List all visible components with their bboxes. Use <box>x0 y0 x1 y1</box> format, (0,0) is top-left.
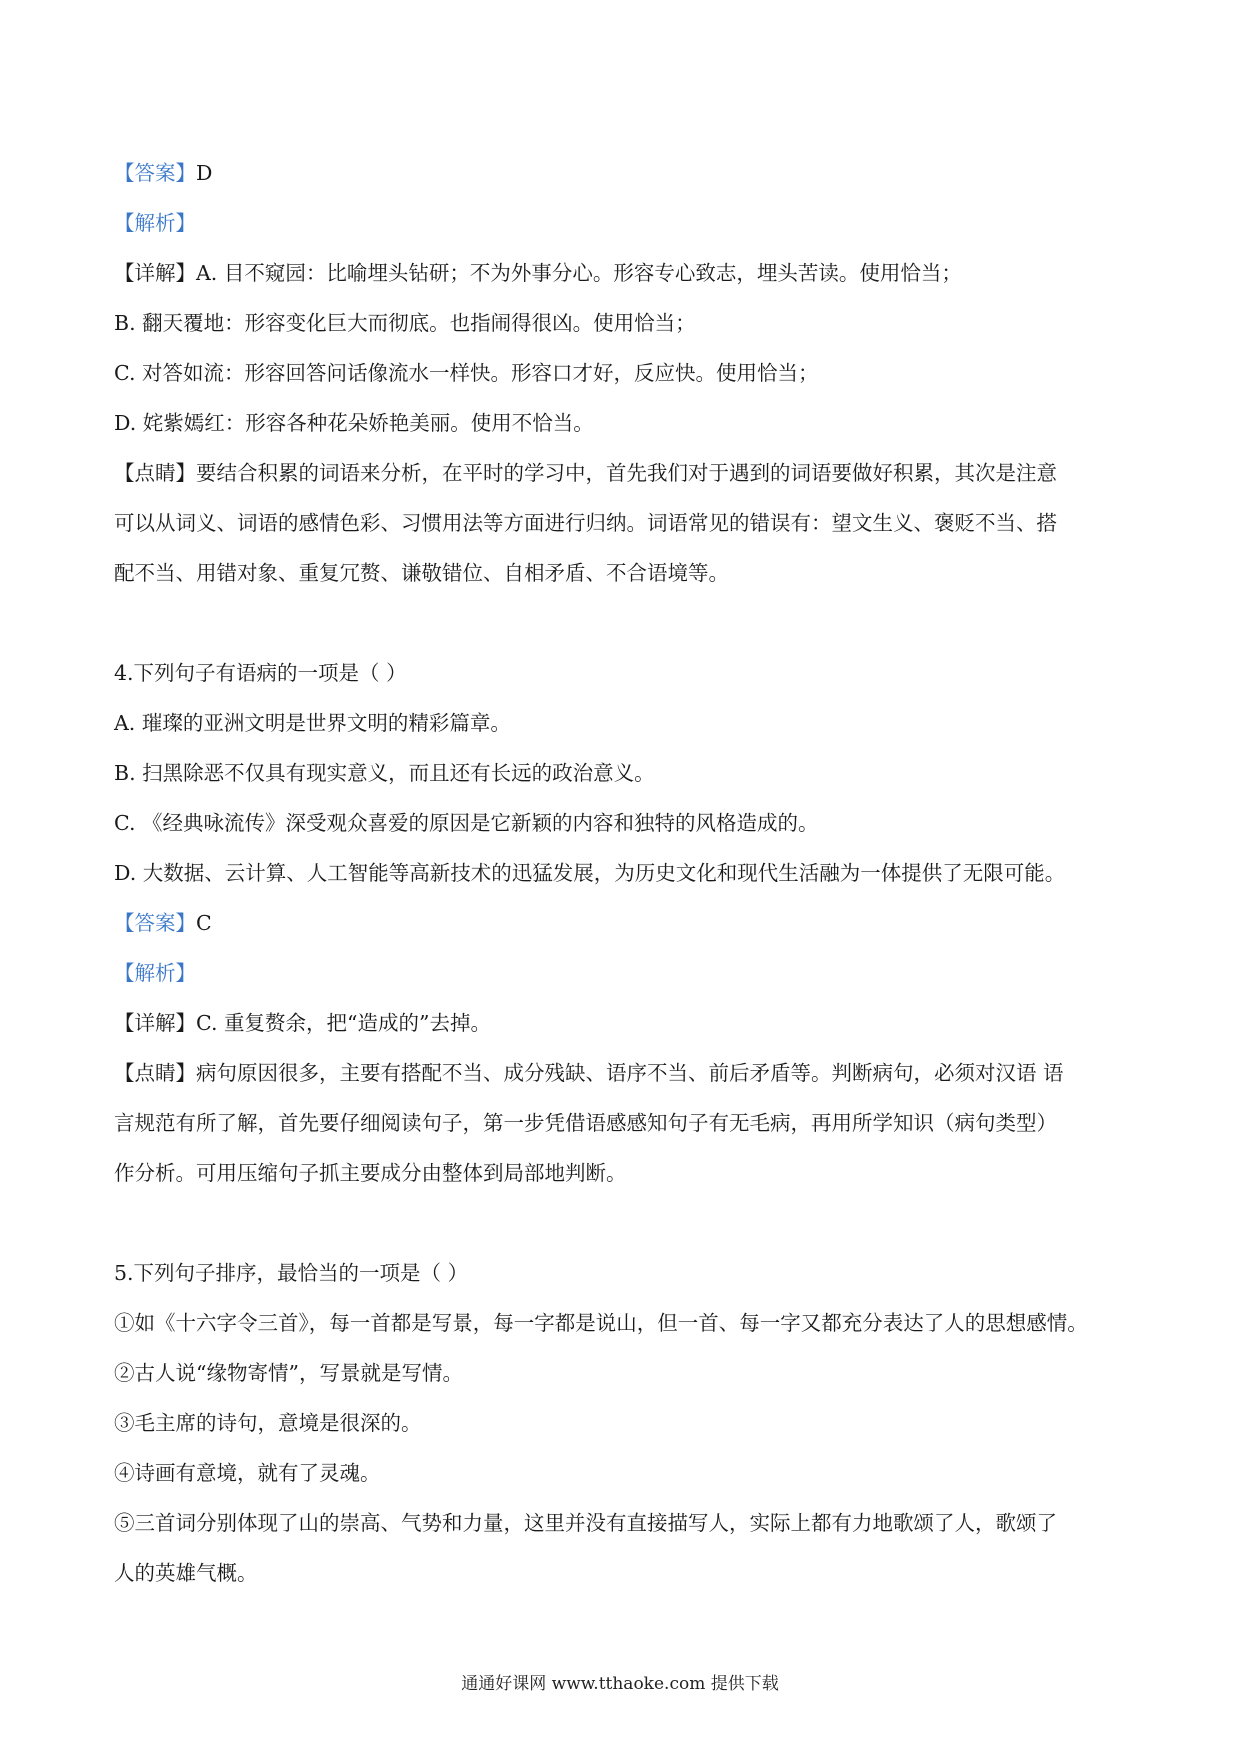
q4-option-a <box>114 708 1134 738</box>
detail-text: D. 姹紫嫣红：形容各种花朵娇艳美丽。使用不恰当。 <box>114 411 594 435</box>
q3-comment-line-3 <box>114 558 1134 588</box>
q5-sentence-2 <box>114 1358 1134 1388</box>
q4-comment-line-3 <box>114 1158 1134 1188</box>
detail-text: C. 重复赘余，把“造成的”去掉。 <box>196 1011 491 1035</box>
q3-detail-line-2 <box>114 308 1134 338</box>
q5-sentence-5-cont <box>114 1558 1134 1588</box>
q5-sentence-3 <box>114 1408 1134 1438</box>
detail-text: C. 对答如流：形容回答问话像流水一样快。形容口才好，反应快。使用恰当； <box>114 361 819 385</box>
detail-tag: 【详解】 <box>114 1011 196 1035</box>
q3-comment-line-1 <box>114 458 1134 488</box>
page-footer: 通通好课网 www.tthaoke.com 提供下载 <box>461 1674 779 1694</box>
comment-text: 言规范有所了解，首先要仔细阅读句子，第一步凭借语感感知句子有无毛病，再用所学知识（病句类型） <box>114 1111 1057 1135</box>
sentence-text: ④诗画有意境，就有了灵魂。 <box>114 1461 381 1485</box>
comment-text: 病句原因很多，主要有搭配不当、成分残缺、语序不当、前后矛盾等。判断病句，必须对汉语 语 <box>196 1061 1064 1085</box>
option-text: A. 璀璨的亚洲文明是世界文明的精彩篇章。 <box>114 711 511 735</box>
comment-text: 配不当、用错对象、重复冗赘、谦敬错位、自相矛盾、不合语境等。 <box>114 561 729 585</box>
q4-detail-line <box>114 1008 1134 1038</box>
q3-answer-line <box>114 158 1134 188</box>
q3-comment-line-2 <box>114 508 1134 538</box>
answer-tag: 【答案】 <box>114 161 196 185</box>
q4-answer-line <box>114 908 1134 938</box>
sentence-text: ②古人说“缘物寄情”，写景就是写情。 <box>114 1361 463 1385</box>
q4-comment-line-1 <box>114 1058 1134 1088</box>
q5-sentence-1 <box>114 1308 1134 1338</box>
sentence-text: ③毛主席的诗句，意境是很深的。 <box>114 1411 422 1435</box>
answer-value: D <box>196 161 213 185</box>
q4-option-c <box>114 808 1134 838</box>
q4-comment-line-2 <box>114 1108 1134 1138</box>
analysis-tag: 【解析】 <box>114 961 196 985</box>
option-text: C. 《经典咏流传》深受观众喜爱的原因是它新颖的内容和独特的风格造成的。 <box>114 811 819 835</box>
q4-analysis-line <box>114 958 1134 988</box>
q4-question <box>114 658 1134 688</box>
sentence-text: ①如《十六字令三首》，每一首都是写景，每一字都是说山，但一首、每一字又都充分表达了人的思想感情。 <box>114 1311 1088 1335</box>
q5-sentence-4 <box>114 1458 1134 1488</box>
q4-option-b <box>114 758 1134 788</box>
comment-tag: 【点睛】 <box>114 1061 196 1085</box>
answer-value: C <box>196 911 212 935</box>
q3-detail-line-3 <box>114 358 1134 388</box>
comment-text: 可以从词义、词语的感情色彩、习惯用法等方面进行归纳。词语常见的错误有：望文生义、褒贬不当、搭 <box>114 511 1057 535</box>
analysis-tag: 【解析】 <box>114 211 196 235</box>
comment-text: 要结合积累的词语来分析，在平时的学习中，首先我们对于遇到的词语要做好积累，其次是注意 <box>196 461 1057 485</box>
sentence-text: 人的英雄气概。 <box>114 1561 258 1585</box>
q4-option-d <box>114 858 1134 888</box>
sentence-text: ⑤三首词分别体现了山的崇高、气势和力量，这里并没有直接描写人，实际上都有力地歌颂了人，歌颂了 <box>114 1511 1057 1535</box>
q3-detail-line-4 <box>114 408 1134 438</box>
q3-detail-line-1 <box>114 258 1134 288</box>
answer-tag: 【答案】 <box>114 911 196 935</box>
comment-tag: 【点睛】 <box>114 461 196 485</box>
detail-tag: 【详解】 <box>114 261 196 285</box>
detail-text: A. 目不窥园：比喻埋头钻研；不为外事分心。形容专心致志，埋头苦读。使用恰当； <box>196 261 962 285</box>
question-text: 4.下列句子有语病的一项是（ ） <box>114 661 407 685</box>
q3-analysis-line <box>114 208 1134 238</box>
q5-sentence-5 <box>114 1508 1134 1538</box>
comment-text: 作分析。可用压缩句子抓主要成分由整体到局部地判断。 <box>114 1161 627 1185</box>
q5-question <box>114 1258 1134 1288</box>
detail-text: B. 翻天覆地：形容变化巨大而彻底。也指闹得很凶。使用恰当； <box>114 311 696 335</box>
option-text: B. 扫黑除恶不仅具有现实意义，而且还有长远的政治意义。 <box>114 761 655 785</box>
option-text: D. 大数据、云计算、人工智能等高新技术的迅猛发展，为历史文化和现代生活融为一体提供了无限可能。 <box>114 861 1066 885</box>
question-text: 5.下列句子排序，最恰当的一项是（ ） <box>114 1261 469 1285</box>
